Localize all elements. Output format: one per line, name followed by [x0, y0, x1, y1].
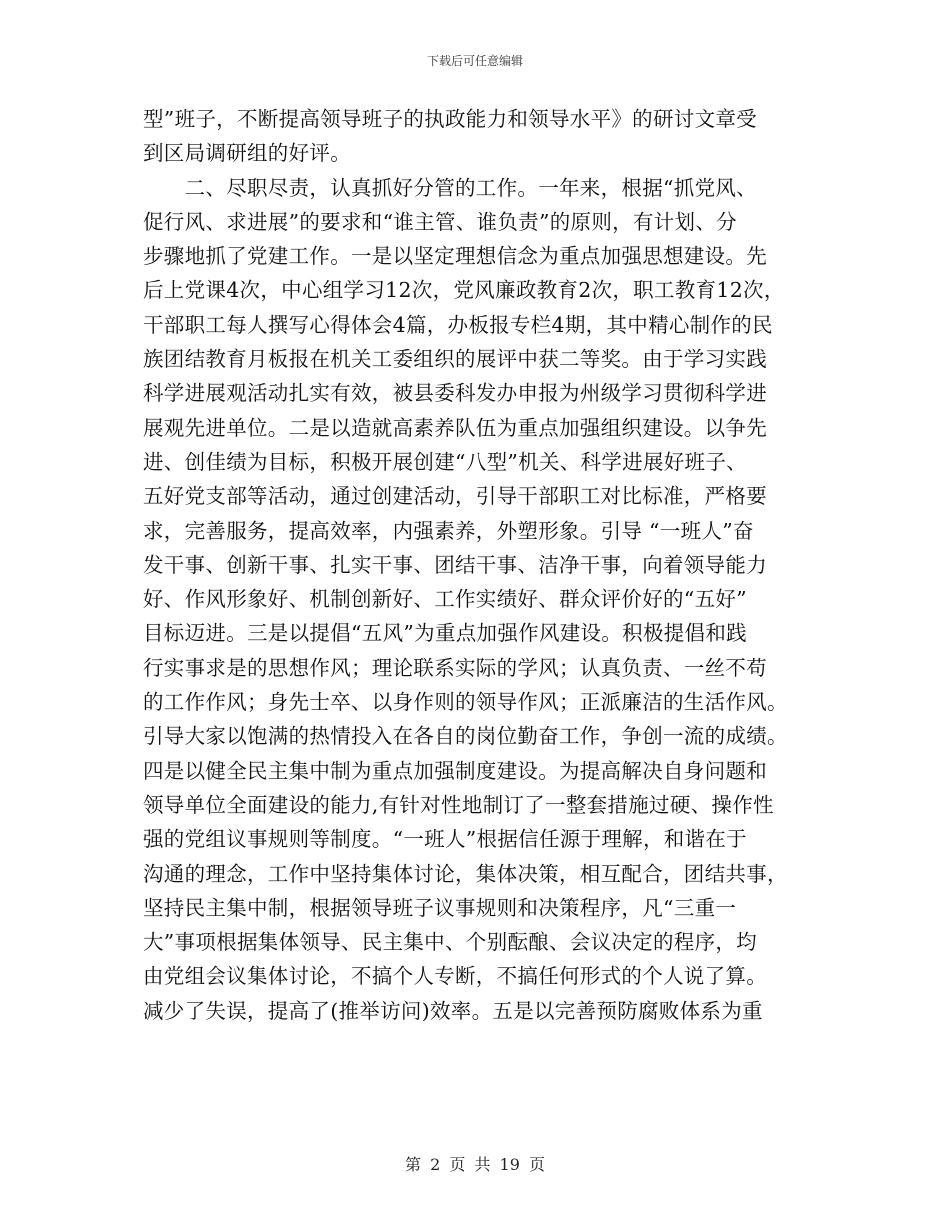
text-line: 族团结教育月板报在机关工委组织的展评中获二等奖。由于学习实践: [143, 347, 767, 372]
page-number-footer: 第 2 页 共 19 页: [405, 1155, 545, 1174]
text-line: 后上党课4次，中心组学习12次，党风廉政教育2次，职工教育12次，: [143, 278, 785, 303]
text-line: 展观先进单位。二是以造就高素养队伍为重点加强组织建设。以争先: [143, 415, 767, 440]
text-line: 干部职工每人撰写心得体会4篇，办板报专栏4期，其中精心制作的民: [143, 312, 773, 337]
text-line: 到区局调研组的好评。: [143, 141, 351, 166]
text-line: 行实事求是的思想作风；理论联系实际的学风；认真负责、一丝不苟: [143, 655, 767, 680]
text-line: 科学进展观活动扎实有效，被县委科发办申报为州级学习贯彻科学进: [143, 381, 767, 406]
text-line: 大”事项根据集体领导、民主集中、个别酝酿、会议决定的程序，均: [143, 930, 757, 955]
text-line: 步骤地抓了党建工作。一是以坚定理想信念为重点加强思想建设。先: [143, 244, 767, 269]
text-line: 引导大家以饱满的热情投入在各自的岗位勤奋工作，争创一流的成绩。: [143, 724, 788, 749]
text-line: 领导单位全面建设的能力,有针对性地制订了一整套措施过硬、操作性: [143, 792, 774, 817]
text-line: 好、作风形象好、机制创新好、工作实绩好、群众评价好的“五好”: [143, 587, 747, 612]
text-line: 发干事、创新干事、扎实干事、团结干事、洁净干事，向着领导能力: [143, 552, 767, 577]
text-line: 四是以健全民主集中制为重点加强制度建设。为提高解决自身问题和: [143, 758, 767, 783]
text-line: 的工作作风；身先士卒、以身作则的领导作风；正派廉洁的生活作风。: [143, 690, 788, 715]
document-body: [143, 102, 823, 1028]
text-line: 坚持民主集中制，根据领导班子议事规则和决策程序，凡“三重一: [143, 895, 737, 920]
text-line: 沟通的理念，工作中坚持集体讨论，集体决策，相互配合，团结共事，: [143, 861, 788, 886]
text-line: 目标迈进。三是以提倡“五风”为重点加强作风建设。积极提倡和践: [143, 621, 747, 646]
text-line: 型”班子，不断提高领导班子的执政能力和领导水平》的研讨文章受: [143, 107, 757, 131]
text-line: 进、创佳绩为目标，积极开展创建“八型”机关、科学进展好班子、: [143, 449, 747, 474]
text-line: 由党组会议集体讨论，不搞个人专断，不搞任何形式的个人说了算。: [143, 964, 767, 989]
text-line: 促行风、求进展”的要求和“谁主管、谁负责”的原则，有计划、分: [143, 209, 737, 234]
text-line: 二、尽职尽责，认真抓好分管的工作。一年来，根据“抓党风、: [143, 175, 757, 200]
text-line: 减少了失误，提高了(推举访问)效率。五是以完善预防腐败体系为重: [143, 998, 763, 1023]
text-line: 五好党支部等活动，通过创建活动，引导干部职工对比标准，严格要: [143, 484, 767, 509]
text-line: 强的党组议事规则等制度。“一班人”根据信任源于理解，和谐在于: [143, 827, 747, 852]
header-note: 下载后可任意编辑: [426, 54, 523, 68]
text-line: 求，完善服务，提高效率，内强素养，外塑形象。引导 “一班人”奋: [143, 518, 754, 543]
